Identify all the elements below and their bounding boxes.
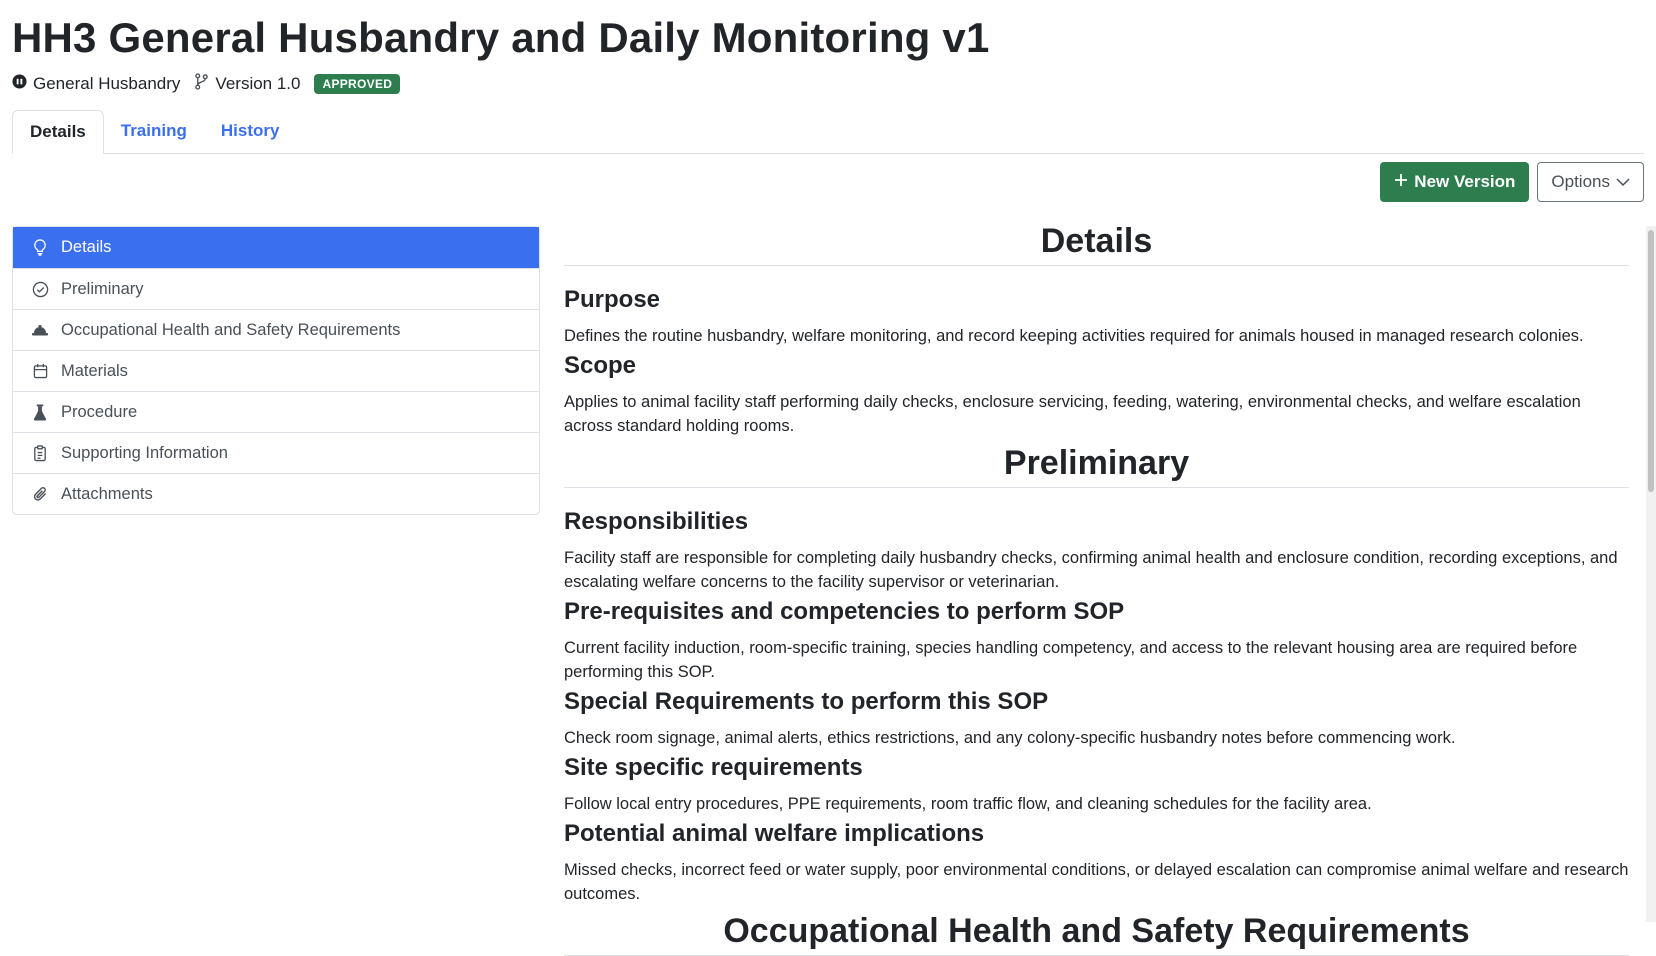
responsibilities-text: Facility staff are responsible for completing daily husbandry checks, confirming animal health and enclosure condition, recording exceptions, and escalating welfare concerns to the facility supervisor or veterinarian.	[564, 549, 1618, 591]
sidebar-item-materials[interactable]	[13, 350, 539, 391]
scope-text: Applies to animal facility staff performing daily checks, enclosure servicing, feeding, watering, environmental checks, and welfare escalation across standard holding rooms.	[564, 393, 1581, 435]
meta-row	[12, 72, 400, 96]
page-title: HH3 General Husbandry and Daily Monitoring v1	[12, 14, 990, 61]
prerequisites-text: Current facility induction, room-specific training, species handling competency, and access to the relevant housing area are required before performing this SOP.	[564, 639, 1578, 681]
sidebar-item-label: Materials	[61, 361, 128, 380]
site-requirements-text: Follow local entry procedures, PPE requirements, room traffic flow, and cleaning schedules for the facility area.	[564, 795, 1372, 813]
lightbulb-icon	[31, 239, 49, 257]
sidebar-item-procedure[interactable]	[13, 391, 539, 432]
sidebar-item-label: Attachments	[61, 484, 153, 503]
check-circle-icon	[31, 280, 49, 298]
calendar-icon	[31, 362, 49, 380]
hard-hat-icon	[31, 321, 49, 339]
site-requirements-heading: Site specific requirements	[564, 754, 863, 781]
chevron-down-icon	[1616, 172, 1630, 192]
flask-icon	[31, 403, 49, 421]
document-content	[564, 222, 1629, 950]
content-scrollbar[interactable]	[1646, 226, 1656, 922]
clipboard-icon	[31, 444, 49, 462]
ohs-heading: Occupational Health and Safety Requirements	[564, 912, 1629, 956]
tab-details[interactable]: Details	[12, 110, 104, 154]
new-version-label: New Version	[1414, 172, 1516, 191]
sidebar-item-ohs[interactable]	[13, 309, 539, 350]
sidebar-item-attachments[interactable]	[13, 473, 539, 514]
sidebar-item-label: Supporting Information	[61, 443, 228, 462]
sidebar-item-label: Preliminary	[61, 279, 144, 298]
options-button[interactable]	[1537, 162, 1644, 202]
sidebar-item-label: Procedure	[61, 402, 138, 421]
category-icon	[12, 74, 27, 94]
tab-bar	[12, 110, 1644, 154]
plus-icon	[1394, 172, 1408, 192]
details-section	[564, 222, 1629, 438]
branch-icon	[194, 73, 209, 95]
special-requirements-text: Check room signage, animal alerts, ethics restrictions, and any colony-specific husbandry notes before commencing work.	[564, 729, 1456, 747]
scrollbar-thumb[interactable]	[1648, 230, 1654, 492]
section-nav	[12, 226, 540, 515]
preliminary-heading: Preliminary	[564, 444, 1629, 488]
tab-history[interactable]: History	[220, 121, 280, 140]
prerequisites-heading: Pre-requisites and competencies to perform SOP	[564, 598, 1125, 625]
tab-training[interactable]: Training	[120, 121, 187, 140]
scope-heading: Scope	[564, 352, 637, 379]
action-bar	[1380, 162, 1644, 202]
welfare-implications-heading: Potential animal welfare implications	[564, 820, 985, 847]
welfare-implications-text: Missed checks, incorrect feed or water supply, poor environmental conditions, or delayed escalation can compromise animal welfare and research outcomes.	[564, 861, 1629, 903]
paperclip-icon	[31, 485, 49, 503]
sidebar-item-preliminary[interactable]	[13, 268, 539, 309]
category-meta	[12, 74, 180, 94]
details-heading: Details	[564, 222, 1629, 266]
new-version-button[interactable]	[1380, 162, 1529, 202]
status-badge: APPROVED	[314, 74, 400, 94]
purpose-text: Defines the routine husbandry, welfare monitoring, and record keeping activities required for animals housed in managed research colonies.	[564, 327, 1584, 345]
sidebar-item-label: Occupational Health and Safety Requirements	[61, 320, 401, 339]
preliminary-section	[564, 444, 1629, 906]
version-label: Version 1.0	[215, 74, 301, 93]
sidebar-item-details[interactable]	[13, 227, 539, 268]
special-requirements-heading: Special Requirements to perform this SOP	[564, 688, 1049, 715]
category-label: General Husbandry	[33, 74, 181, 93]
sidebar-item-supporting-information[interactable]	[13, 432, 539, 473]
version-meta	[194, 73, 300, 95]
responsibilities-heading: Responsibilities	[564, 508, 749, 535]
options-label: Options	[1551, 172, 1610, 191]
ohs-section	[564, 912, 1629, 956]
sidebar-item-label: Details	[61, 238, 112, 256]
purpose-heading: Purpose	[564, 286, 661, 313]
